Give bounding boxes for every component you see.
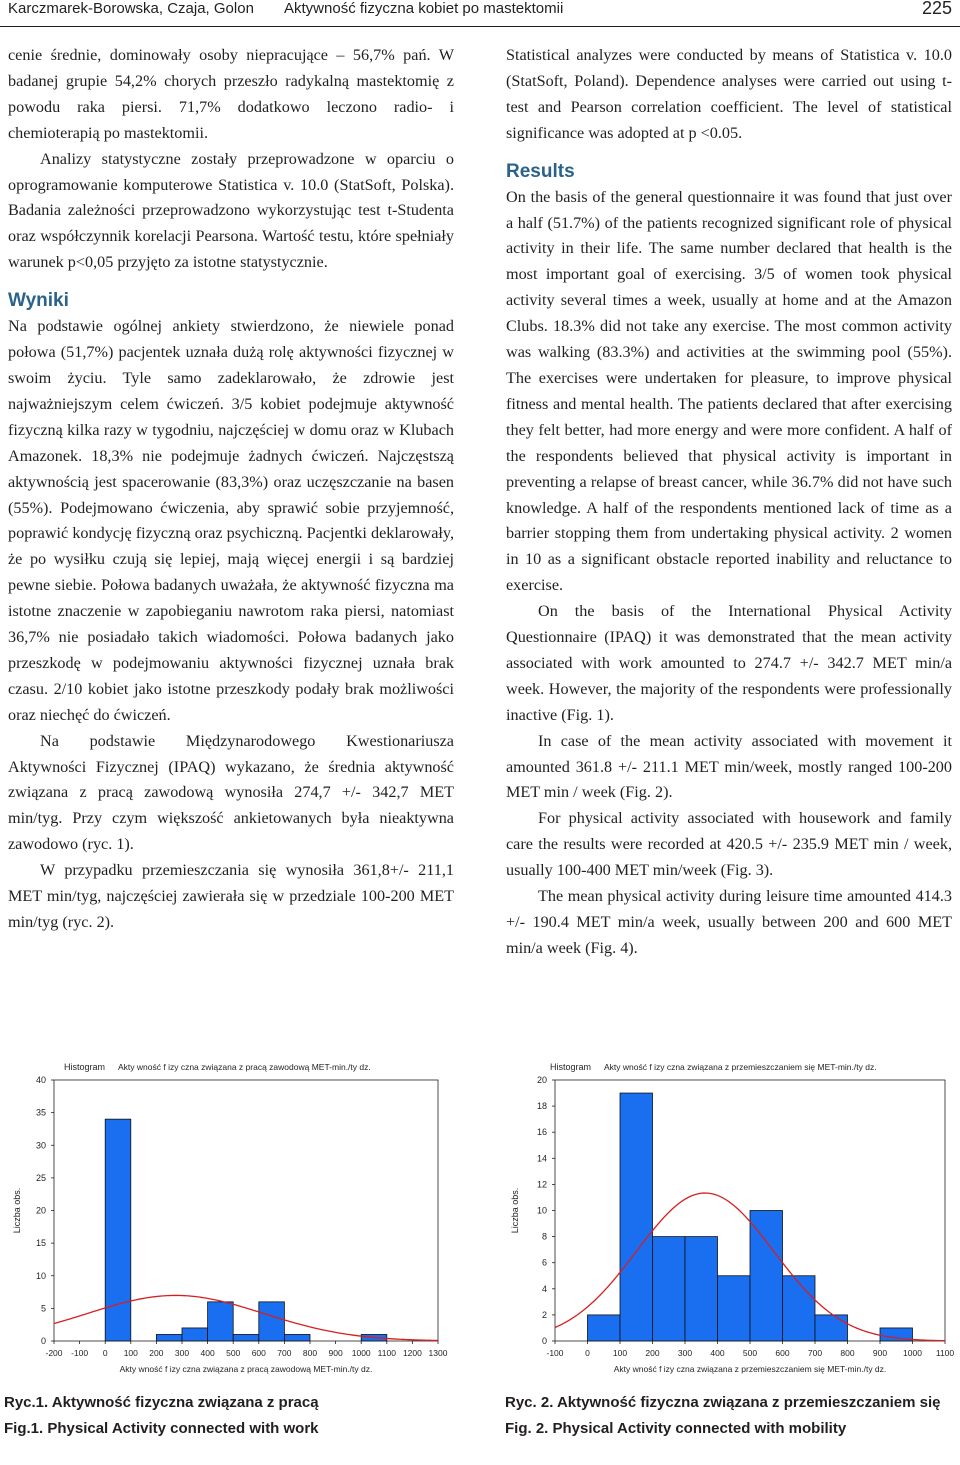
x-tick-label: 700 bbox=[277, 1348, 292, 1358]
paragraph: Statistical analyzes were conducted by means of Statistica v. 10.0 (StatSoft, Poland). Dependence analyses were carried out using t-test and Pearson correlation coefficient. The level of statistical significance was adopted at p <0.05. bbox=[506, 46, 952, 142]
x-axis-label: Akty wność f izy czna związana z pracą zawodową MET-min./ty dz. bbox=[119, 1364, 373, 1374]
figure-1-caption bbox=[4, 1390, 454, 1442]
caption-english: Fig.1. Physical Activity connected with work bbox=[4, 1420, 319, 1437]
y-tick-label: 0 bbox=[40, 1336, 46, 1346]
histogram-mobility-activity bbox=[494, 1048, 960, 1388]
running-header bbox=[0, 0, 960, 25]
x-tick-label: 900 bbox=[328, 1348, 343, 1358]
left-column bbox=[8, 43, 454, 936]
histogram-bar bbox=[815, 1315, 848, 1341]
x-tick-label: 700 bbox=[807, 1348, 823, 1358]
y-tick-label: 35 bbox=[35, 1107, 46, 1118]
histogram-bar bbox=[718, 1276, 751, 1341]
y-tick-label: 14 bbox=[536, 1153, 547, 1164]
paragraph: Na podstawie Międzynarodowego Kwestionariusza Aktywności Fizycznej (IPAQ) wykazano, że średnia aktywność związana z pracą zawodową wynosiła 274,7 +/- 342,7 MET min/tyg. Przy czym większość ankietowanych była nieaktywna zawodowo (ryc. 1). bbox=[8, 731, 454, 854]
x-tick-label: 1000 bbox=[903, 1348, 922, 1358]
paragraph: The mean physical activity during leisure time amounted 414.3 +/- 190.4 MET min/a week, usually between 200 and 600 MET min/a week (Fig. 4). bbox=[506, 887, 952, 957]
y-tick-label: 20 bbox=[35, 1205, 46, 1216]
chart-title-prefix: Histogram bbox=[64, 1062, 106, 1072]
x-tick-label: 800 bbox=[302, 1348, 318, 1358]
right-column bbox=[506, 43, 952, 962]
x-tick-label: 1200 bbox=[402, 1348, 422, 1358]
x-tick-label: 200 bbox=[645, 1348, 660, 1358]
x-tick-label: 900 bbox=[872, 1348, 888, 1358]
x-tick-label: 400 bbox=[710, 1348, 725, 1358]
histogram-bar bbox=[783, 1276, 816, 1341]
histogram-bar bbox=[620, 1093, 653, 1341]
chart-title: Akty wność f izy czna związana z pracą zawodową MET-min./ty dz. bbox=[118, 1062, 371, 1072]
x-tick-label: 400 bbox=[200, 1348, 215, 1358]
histogram-bar bbox=[233, 1334, 259, 1341]
x-tick-label: -100 bbox=[546, 1348, 564, 1358]
histogram-bar bbox=[685, 1237, 718, 1341]
header-authors: Karczmarek-Borowska, Czaja, Golon bbox=[8, 0, 254, 17]
x-tick-label: 500 bbox=[742, 1348, 758, 1358]
histogram-bar bbox=[284, 1334, 310, 1341]
y-tick-label: 10 bbox=[35, 1270, 46, 1281]
y-tick-label: 10 bbox=[536, 1205, 547, 1216]
caption-english: Fig. 2. Physical Activity connected with mobility bbox=[505, 1420, 847, 1437]
histogram-bar bbox=[750, 1211, 783, 1342]
caption-polish: Ryc.1. Aktywność fizyczna związana z pracą bbox=[4, 1394, 319, 1411]
caption-polish: Ryc. 2. Aktywność fizyczna związana z przemieszczaniem się bbox=[505, 1394, 941, 1411]
paragraph: In case of the mean activity associated with movement it amounted 361.8 +/- 211.1 MET min/week, mostly ranged 100-200 MET min / week (Fig. 2). bbox=[506, 731, 952, 802]
x-tick-label: 600 bbox=[775, 1348, 790, 1358]
figure-2-caption bbox=[505, 1390, 955, 1442]
x-tick-label: -200 bbox=[45, 1348, 63, 1358]
x-tick-label: 0 bbox=[102, 1348, 108, 1358]
x-tick-label: 200 bbox=[149, 1348, 164, 1358]
x-tick-label: 0 bbox=[585, 1348, 590, 1358]
histogram-bar bbox=[259, 1302, 285, 1341]
y-tick-label: 12 bbox=[536, 1179, 547, 1190]
header-title: Aktywność fizyczna kobiet po mastektomii bbox=[284, 0, 564, 17]
header-divider bbox=[0, 26, 960, 27]
paragraph: On the basis of the International Physical Activity Questionnaire (IPAQ) it was demonstrated that the mean activity associated with work amounted to 274.7 +/- 342.7 MET min/a week. However, the majority of the respondents were professionally inactive (Fig. 1). bbox=[506, 602, 952, 724]
histogram-bar bbox=[105, 1119, 131, 1341]
histogram-bar bbox=[653, 1237, 686, 1341]
paragraph: cenie średnie, dominowały osoby niepracujące – 56,7% pań. W badanej grupie 54,2% chorych przeszło radykalną mastektomię z powodu raka piersi. 71,7% dodatkowo leczono radio- i chemioterapią po mastektomii. bbox=[8, 46, 454, 142]
y-axis-label: Liczba obs. bbox=[510, 1187, 520, 1234]
histogram-bar bbox=[588, 1315, 621, 1341]
x-tick-label: 500 bbox=[226, 1348, 241, 1358]
paragraph: W przypadku przemieszczania się wynosiła 361,8+/- 211,1 MET min/tyg, najczęściej zawierała się w przedziale 100-200 MET min/tyg (ryc. 2). bbox=[8, 861, 454, 931]
x-tick-label: 100 bbox=[612, 1348, 628, 1358]
chart-title-prefix: Histogram bbox=[550, 1062, 592, 1072]
x-tick-label: 1100 bbox=[935, 1348, 955, 1358]
y-tick-label: 20 bbox=[536, 1075, 547, 1085]
paragraph: Analizy statystyczne zostały przeprowadzone w oparciu o oprogramowanie komputerowe Statistica v. 10.0 (StatSoft, Polska). Badania zależności przeprowadzono wykorzystując test t-Studenta oraz współczynnik korelacji Pearsona. Wartość testu, które spełniały warunek p<0,05 przyjęto za istotne statystycznie. bbox=[8, 149, 454, 272]
x-tick-label: 800 bbox=[840, 1348, 855, 1358]
x-tick-label: 300 bbox=[677, 1348, 693, 1358]
y-tick-label: 25 bbox=[35, 1172, 46, 1183]
y-tick-label: 30 bbox=[35, 1140, 46, 1151]
y-tick-label: 15 bbox=[35, 1238, 46, 1249]
y-tick-label: 40 bbox=[35, 1075, 46, 1085]
paragraph: On the basis of the general questionnaire it was found that just over a half (51.7%) of the patients recognized significant role of physical activity in their life. The same number declared that health is the most important goal of exercising. 3/5 of women took physical activity several times a week, usually at home and at the Amazon Clubs. 18.3% did not take any exercise. The most common activity was walking (83.3%) and activities at the swimming pool (55%). The exercises were undertaken for pleasure, to improve physical fitness and mental health. The patients declared that after exercising they felt better, had more energy and were more confident. A half of the respondents believed that physical activity is important in preventing a relapse of breast cancer, while 36.7% did not have such knowledge. A half of the respondents mentioned lack of time as a barrier stopping them from undertaking physical activity. 2 women in 10 as a significant obstacle reported inability and reluctance to exercise. bbox=[506, 187, 952, 595]
y-tick-label: 8 bbox=[541, 1231, 547, 1242]
x-tick-label: 100 bbox=[123, 1348, 138, 1358]
y-tick-label: 2 bbox=[541, 1309, 547, 1320]
y-tick-label: 18 bbox=[536, 1101, 547, 1112]
section-heading-results: Results bbox=[506, 160, 575, 182]
y-tick-label: 4 bbox=[541, 1283, 547, 1294]
x-tick-label: 600 bbox=[251, 1348, 266, 1358]
x-tick-label: 300 bbox=[174, 1348, 190, 1358]
y-tick-label: 16 bbox=[536, 1127, 547, 1138]
x-tick-label: 1100 bbox=[377, 1348, 396, 1358]
histogram-work-activity bbox=[0, 1048, 460, 1388]
x-tick-label: 1000 bbox=[351, 1348, 371, 1358]
section-heading-wyniki: Wyniki bbox=[8, 290, 69, 312]
x-tick-label: -100 bbox=[71, 1348, 89, 1358]
paragraph: Na podstawie ogólnej ankiety stwierdzono, że niewiele ponad połowa (51,7%) pacjentek uznała dużą rolę aktywności fizycznej w swoim życiu. Tyle samo zadeklarowało, że zdrowie jest najważniejszym celem ćwiczeń. 3/5 kobiet podejmuje aktywność fizyczną kilka razy w tygodniu, najczęściej w domu oraz w Klubach Amazonek. 18,3% nie podejmuje żadnych ćwiczeń. Najczęstszą aktywnością jest spacerowanie (83,3%) oraz uczęszczanie na basen (55%). Podejmowano ćwiczenia, aby sprawić sobie przyjemność, poprawić kondycję fizyczną oraz psychiczną. Pacjentki deklarowały, że po wysiłku czują się lepiej, mają więcej energii i są bardziej pewne siebie. Połowa badanych uważała, że aktywność fizyczna ma istotne znaczenie w zapobieganiu nawrotom raka piersi, natomiast 36,7% nie posiadało takich wiadomości. Połowa badanych jako przeszkodę w podejmowaniu aktywności fizycznej uznała brak czasu. 2/10 kobiet jako istotne przeszkody podały brak możliwości oraz niechęć do ćwiczeń. bbox=[8, 317, 454, 724]
histogram-bar bbox=[208, 1302, 234, 1341]
histogram-bar bbox=[156, 1334, 182, 1341]
y-tick-label: 6 bbox=[541, 1257, 547, 1268]
x-axis-label: Akty wność f izy czna związana z przemieszczaniem się MET-min./ty dz. bbox=[613, 1364, 887, 1374]
paragraph: For physical activity associated with housework and family care the results were recorded at 420.5 +/- 235.9 MET min / week, usually 100-400 MET min/week (Fig. 3). bbox=[506, 809, 952, 880]
y-tick-label: 5 bbox=[40, 1303, 46, 1314]
y-tick-label: 0 bbox=[541, 1336, 547, 1346]
x-tick-label: 1300 bbox=[428, 1348, 448, 1358]
page-number: 225 bbox=[921, 0, 952, 18]
chart-title: Akty wność f izy czna związana z przemieszczaniem się MET-min./ty dz. bbox=[604, 1062, 877, 1072]
y-axis-label: Liczba obs. bbox=[12, 1187, 22, 1234]
histogram-bar bbox=[182, 1328, 208, 1341]
